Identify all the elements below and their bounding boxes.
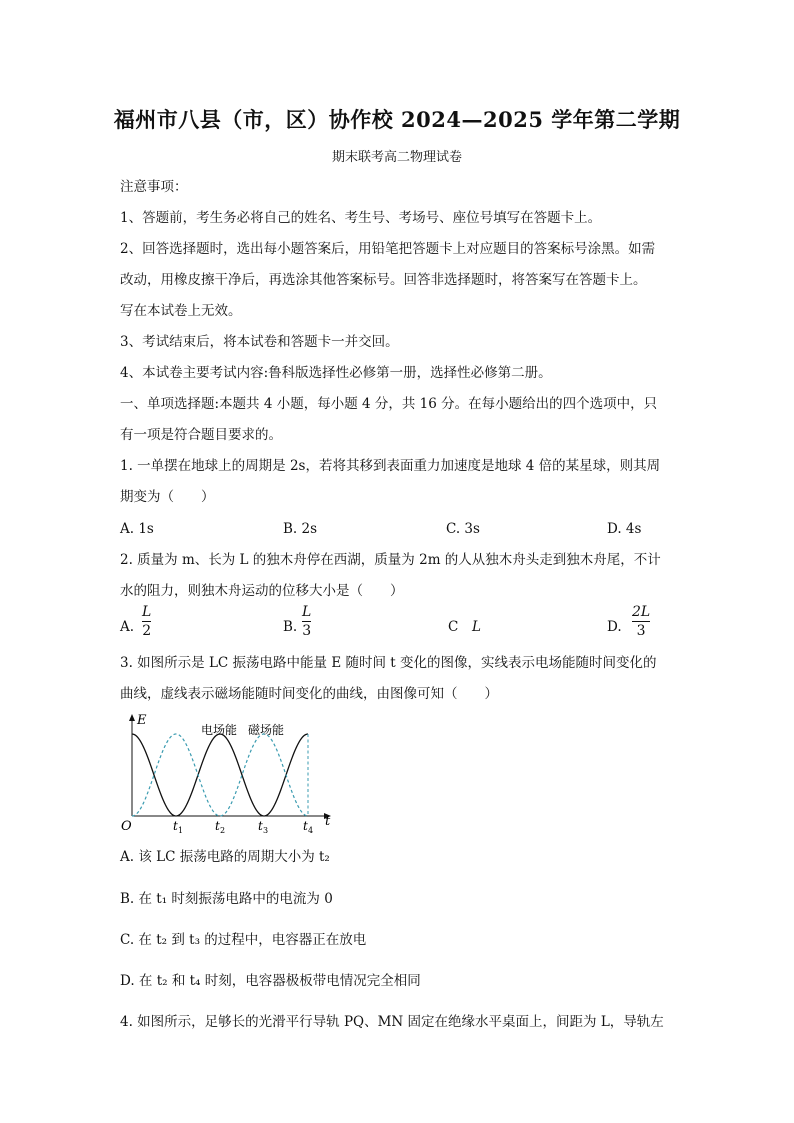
q3-option-c: C. 在 t₂ 到 t₃ 的过程中，电容器正在放电 xyxy=(120,932,367,948)
tick-label-t2: t xyxy=(215,819,220,833)
section1-instructions-line-1: 一、单项选择题:本题共 4 小题，每小题 4 分，共 16 分。在每小题给出的四个选项中，只 xyxy=(120,396,658,412)
notice-item-2-line-3: 写在本试卷上无效。 xyxy=(120,303,242,319)
q3-option-b: B. 在 t₁ 时刻振荡电路中的电流为 0 xyxy=(120,891,333,907)
legend-magnetic-energy: 磁场能 xyxy=(248,723,285,737)
fraction-bar xyxy=(142,621,151,622)
q2-option-a-fraction xyxy=(142,604,151,639)
energy-time-graph xyxy=(115,712,340,842)
fraction-bar xyxy=(302,621,311,622)
q2-option-d-denominator: 3 xyxy=(636,623,646,639)
origin-label: O xyxy=(121,819,132,834)
q2-option-d-fraction xyxy=(632,604,650,639)
notice-item-2-line-2: 改动，用橡皮擦干净后，再选涂其他答案标号。回答非选择题时，将答案写在答题卡上。 xyxy=(120,272,647,288)
q3-stem-line-2: 曲线，虚线表示磁场能随时间变化的曲线，由图像可知（ ） xyxy=(120,686,498,702)
tick-label-t4: t xyxy=(303,819,308,833)
q3-stem-line-1: 3. 如图所示是 LC 振荡电路中能量 E 随时间 t 变化的图像，实线表示电场能随时间变化的 xyxy=(120,655,657,671)
y-axis-label: E xyxy=(137,713,147,728)
tick-t3 xyxy=(258,819,268,835)
q4-stem-line-1: 4. 如图所示，足够长的光滑平行导轨 PQ、MN 固定在绝缘水平桌面上，间距为 L，导轨左 xyxy=(120,1014,664,1030)
exam-title: 福州市八县（市，区）协作校 2024—2025 学年第二学期 xyxy=(113,107,681,132)
tick-t2 xyxy=(215,819,225,835)
notice-item-3: 3、考试结束后，将本试卷和答题卡一并交回。 xyxy=(120,334,399,350)
q2-option-b-fraction xyxy=(302,604,311,639)
q1-option-a: A. 1s xyxy=(120,521,154,537)
q1-option-c: C. 3s xyxy=(446,521,480,537)
tick-sub-t4: 4 xyxy=(308,826,314,835)
electric-energy-curve xyxy=(132,734,308,816)
q2-stem-line-2: 水的阻力，则独木舟运动的位移大小是（ ） xyxy=(120,583,404,599)
q1-stem-line-1: 1. 一单摆在地球上的周期是 2s，若将其移到表面重力加速度是地球 4 倍的某星球，则其周 xyxy=(120,458,661,474)
q3-option-d: D. 在 t₂ 和 t₄ 时刻，电容器极板带电情况完全相同 xyxy=(120,973,421,989)
q2-option-a-numerator: L xyxy=(142,604,152,620)
q2-option-c-label: C xyxy=(448,619,459,635)
tick-t1 xyxy=(173,819,183,835)
section1-instructions-line-2: 有一项是符合题目要求的。 xyxy=(120,427,282,443)
q2-option-a-label: A. xyxy=(120,619,135,635)
q2-option-b-label: B. xyxy=(283,619,298,635)
q1-option-b: B. 2s xyxy=(283,521,318,537)
notice-item-2-line-1: 2、回答选择题时，选出每小题答案后，用铅笔把答题卡上对应题目的答案标号涂黑。如需 xyxy=(120,241,656,257)
q1-option-d: D. 4s xyxy=(607,521,642,537)
q3-option-a: A. 该 LC 振荡电路的周期大小为 t₂ xyxy=(120,849,330,865)
legend-electric-energy: 电场能 xyxy=(201,723,238,737)
tick-sub-t3: 3 xyxy=(263,826,269,835)
q2-stem-line-1: 2. 质量为 m、长为 L 的独木舟停在西湖，质量为 2m 的人从独木舟头走到独木舟尾，不计 xyxy=(120,552,661,568)
tick-sub-t1: 1 xyxy=(178,826,184,835)
exam-subtitle: 期末联考高二物理试卷 xyxy=(331,150,462,165)
q1-stem-line-2: 期变为（ ） xyxy=(120,489,215,505)
notice-item-4: 4、本试卷主要考试内容:鲁科版选择性必修第一册，选择性必修第二册。 xyxy=(120,365,552,381)
q2-option-b-denominator: 3 xyxy=(302,623,312,639)
tick-label-t1: t xyxy=(173,819,178,833)
tick-label-t3: t xyxy=(258,819,263,833)
q2-option-d-label: D. xyxy=(607,619,622,635)
magnetic-energy-curve xyxy=(132,734,308,816)
fraction-bar xyxy=(632,621,650,622)
notice-heading: 注意事项： xyxy=(120,179,188,195)
notice-item-1: 1、答题前，考生务必将自己的姓名、考生号、考场号、座位号填写在答题卡上。 xyxy=(120,210,602,226)
q2-option-d-numerator: 2L xyxy=(632,604,651,620)
tick-sub-t2: 2 xyxy=(220,826,226,835)
y-axis-arrow xyxy=(129,714,135,721)
q2-option-a-denominator: 2 xyxy=(142,623,152,639)
x-axis-label: t xyxy=(325,814,331,829)
q2-option-c-value: L xyxy=(472,619,481,635)
tick-t4 xyxy=(303,819,313,835)
q2-option-b-numerator: L xyxy=(302,604,312,620)
